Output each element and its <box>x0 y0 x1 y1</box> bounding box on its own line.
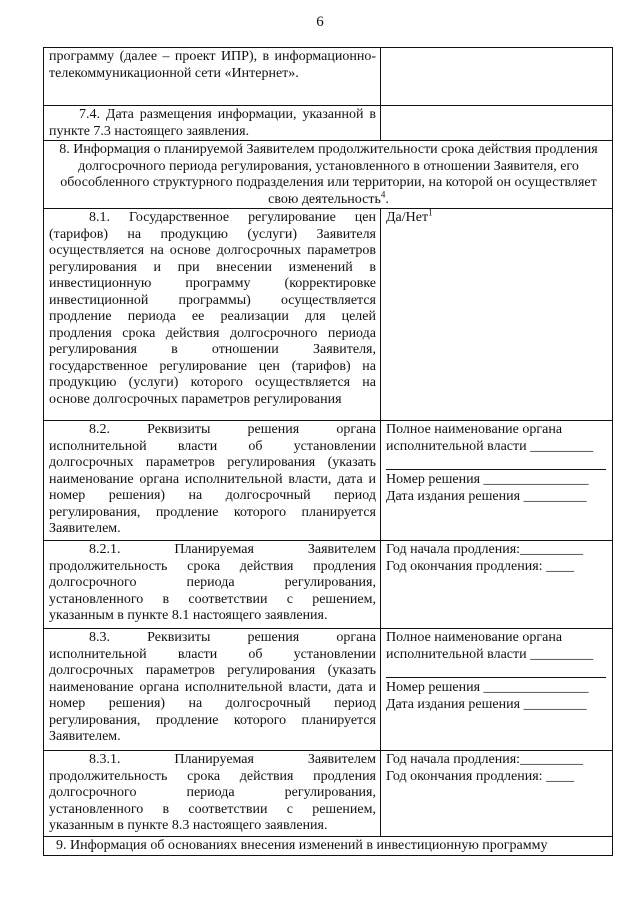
extension-start-year-field[interactable]: Год начала продления:_________ <box>386 752 584 767</box>
table-row <box>44 209 613 421</box>
decision-number-field[interactable]: Номер решения _______________ <box>386 472 589 487</box>
section-8-header <box>44 141 613 209</box>
table-row <box>44 421 613 541</box>
decision-number-field[interactable]: Номер решения _______________ <box>386 680 589 695</box>
page-number: 6 <box>316 14 324 30</box>
row-8-1-answer-cell[interactable] <box>381 209 613 421</box>
authority-name-blank-line[interactable] <box>386 663 606 678</box>
authority-name-field[interactable]: исполнительной власти _________ <box>386 438 594 454</box>
table-row <box>44 141 613 209</box>
extension-end-year-field[interactable]: Год окончания продления: ____ <box>386 558 575 574</box>
decision-date-field[interactable]: Дата издания решения _________ <box>386 696 587 712</box>
row-8-3-answer-cell[interactable] <box>381 629 613 751</box>
table-row <box>44 106 613 141</box>
footnote-1-marker: 1 <box>428 207 433 218</box>
table-row <box>44 629 613 751</box>
authority-name-label: Полное наименование органа <box>386 422 563 437</box>
row-7-4-label: 7.4. Дата размещения информации, указанной в пункте 7.3 настоящего заявления. <box>44 106 381 141</box>
table-row <box>44 48 613 106</box>
yes-no-field: Да/Нет <box>386 210 429 225</box>
row-8-3-1-label: 8.3.1. Планируемая Заявителем продолжительность срока действия продления долгосрочного периода регулирования, установленного в соответствии с решением, указанным в пункте 8.3 настоящего заявления. <box>44 751 381 837</box>
section-8-header-text: 8. Информация о планируемой Заявителем продолжительности срока действия продления долгосрочного периода регулирования, установленного в отношении Заявителя, его обособленного структурного подразделения или территории, на которой он осуществляет свою деятельность <box>59 142 598 207</box>
table-row <box>44 541 613 629</box>
row-8-2-1-answer-cell[interactable] <box>381 541 613 629</box>
row-8-3-label: 8.3. Реквизиты решения органа исполнительной власти об установлении долгосрочных параметров регулирования (указать наименование органа исполнительной власти, дата и номер решения) на долгосрочный период регулирования, продление которого планируется Заявителем. <box>44 629 381 751</box>
decision-date-field[interactable]: Дата издания решения _________ <box>386 488 587 504</box>
row-8-2-1-label: 8.2.1. Планируемая Заявителем продолжительность срока действия продления долгосрочного периода регулирования, установленного в соответствии с решением, указанным в пункте 8.1 настоящего заявления. <box>44 541 381 629</box>
section-9-header: 9. Информация об основаниях внесения изменений в инвестиционную программу <box>44 837 613 856</box>
row-7-4-value-cell[interactable] <box>381 106 613 141</box>
authority-name-label: Полное наименование органа <box>386 630 563 645</box>
table-row <box>44 837 613 856</box>
table-row <box>44 751 613 837</box>
section-8-header-period: . <box>385 191 389 207</box>
authority-name-blank-line[interactable] <box>386 455 606 470</box>
extension-start-year-field[interactable]: Год начала продления:_________ <box>386 542 584 557</box>
footnote-4-marker: 4 <box>380 188 386 199</box>
authority-name-field[interactable]: исполнительной власти _________ <box>386 646 594 662</box>
extension-end-year-field[interactable]: Год окончания продления: ____ <box>386 768 575 784</box>
row-8-2-label: 8.2. Реквизиты решения органа исполнительной власти об установлении долгосрочных параметров регулирования (указать наименование органа исполнительной власти, дата и номер решения) на долгосрочный период регулирования, продление которого планируется Заявителем. <box>44 421 381 541</box>
row-8-1-label: 8.1. Государственное регулирование цен (тарифов) на продукцию (услуги) Заявителя осуществляется на основе долгосрочных параметров регулирования и при внесении изменений в инвестиционную программу (корректировке инвестиционной программы) осуществляется продление периода ее реализации для целей продления срока действия долгосрочного периода регулирования в отношении Заявителя, государственное регулирование цен (тарифов) на продукцию (услуги) которого осуществляется на основе долгосрочных параметров регулирования <box>44 209 381 421</box>
row-8-2-answer-cell[interactable] <box>381 421 613 541</box>
row-8-3-1-answer-cell[interactable] <box>381 751 613 837</box>
application-form-table <box>43 47 613 856</box>
row-7-3-value-cell[interactable] <box>381 48 613 106</box>
row-7-3-continuation: программу (далее – проект ИПР), в информационно-телекоммуникационной сети «Интернет». <box>44 48 381 106</box>
